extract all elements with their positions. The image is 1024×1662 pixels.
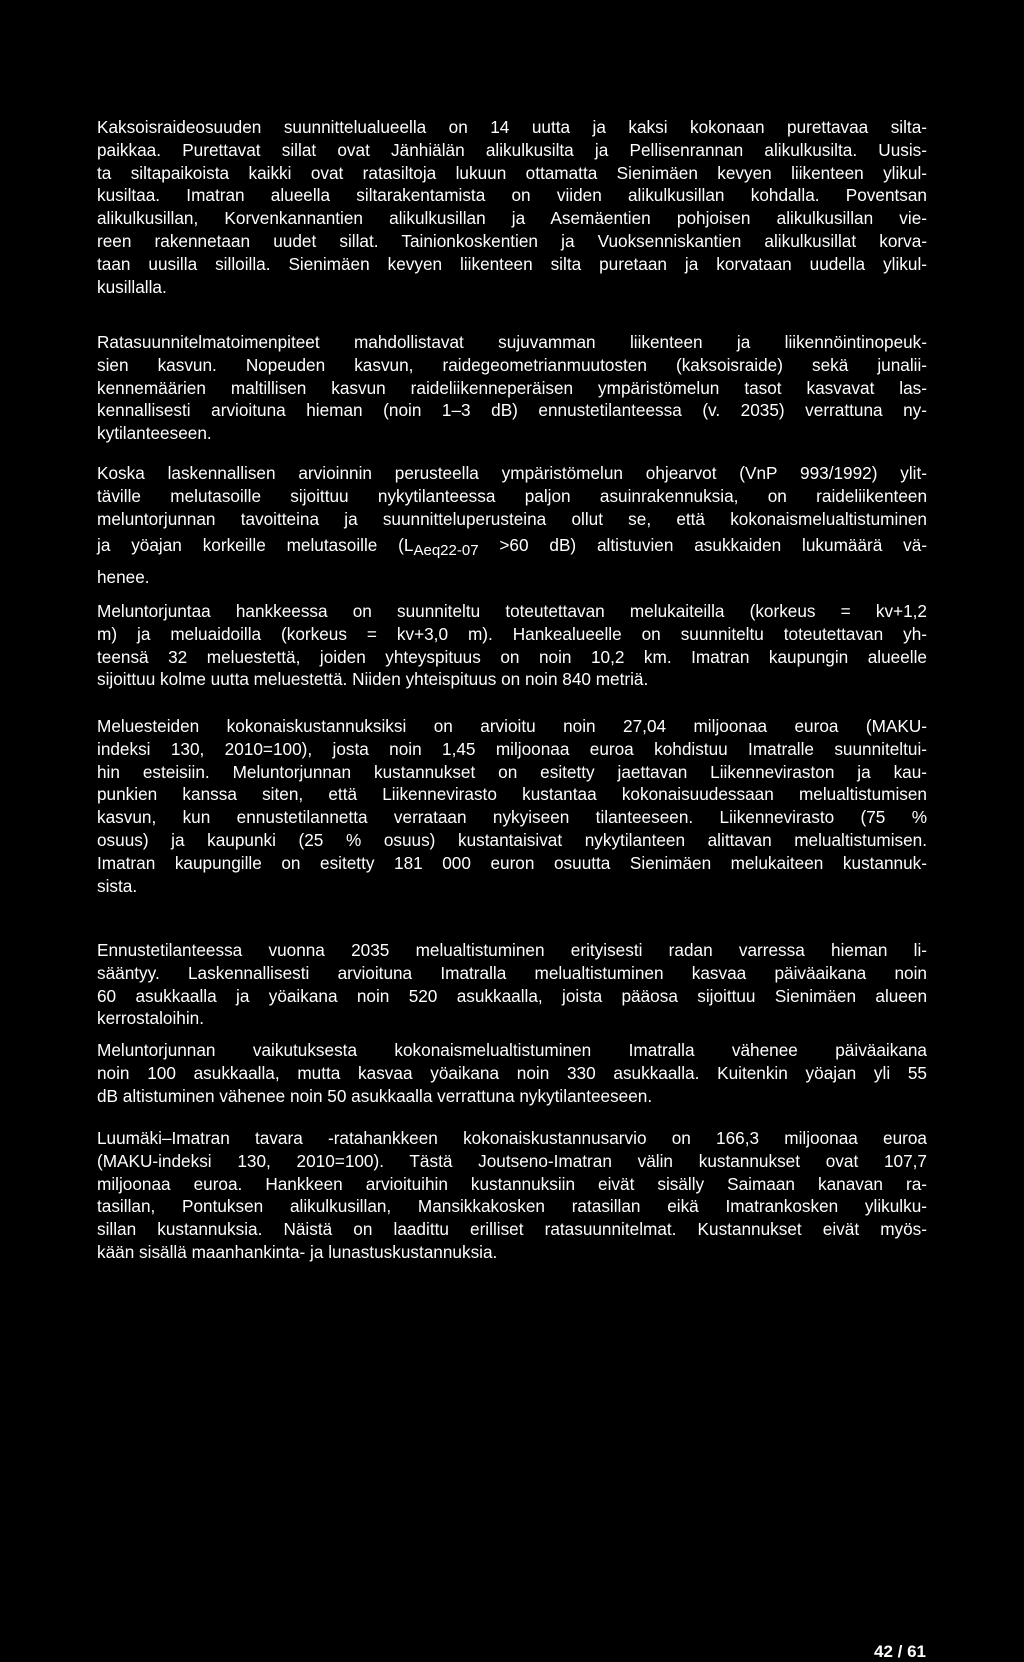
text-line: kään sisällä maanhankinta- ja lunastuskustannuksia. bbox=[97, 1241, 498, 1262]
text-line: sääntyy. Laskennallisesti arvioituna Imatralla melualtistuminen kasvaa päiväaikana noin bbox=[97, 962, 927, 983]
text-line: tasillan, Pontuksen alikulkusillan, Mansikkakosken ratasillan eikä Imatrankosken ylikulku- bbox=[97, 1196, 927, 1217]
text-line: dB altistuminen vähenee noin 50 asukkaalla verrattuna nykytilanteeseen. bbox=[97, 1085, 653, 1106]
paragraph bbox=[97, 331, 927, 445]
text-line: Luumäki–Imatran tavara -ratahankkeen kokonaiskustannusarvio on 166,3 miljoonaa euroa bbox=[97, 1128, 927, 1148]
text-line: kerrostaloihin. bbox=[97, 1008, 204, 1029]
paragraph bbox=[97, 116, 927, 298]
text-line: henee. bbox=[97, 567, 150, 588]
text-line: alikulkusillan, Korvenkannantien alikulkusillan ja Asemäentien pohjoisen alikulkusillan vie- bbox=[97, 208, 927, 229]
text-line: Ratasuunnitelmatoimenpiteet mahdollistavat sujuvamman liikenteen ja liikennöintinopeuk- bbox=[97, 332, 927, 352]
subscript-laeq: Aeq22-07 bbox=[413, 542, 479, 560]
text-line: teensä 32 meluestettä, joiden yhteyspituus on noin 10,2 km. Imatran kaupungin alueelle bbox=[97, 646, 927, 667]
paragraph bbox=[97, 939, 927, 1030]
text-line: Ennustetilanteessa vuonna 2035 melualtistuminen erityisesti radan varressa hieman li- bbox=[97, 940, 927, 960]
text-line: 60 asukkaalla ja yöaikana noin 520 asukkaalla, joista pääosa sijoittuu Sienimäen alueen bbox=[97, 985, 927, 1006]
text-line: sijoittuu kolme uutta meluestettä. Niiden yhteispituus on noin 840 metriä. bbox=[97, 669, 649, 690]
text-line: täville melutasoille sijoittuu nykytilanteessa paljon asuinrakennuksia, on raideliikenteen bbox=[97, 485, 927, 506]
page-number: 42 / 61 bbox=[874, 1642, 926, 1661]
text-line: sien kasvun. Nopeuden kasvun, raidegeometrianmuutosten (kaksoisraide) sekä junalii- bbox=[97, 354, 927, 375]
text-line: Meluntorjunnan vaikutuksesta kokonaismelualtistuminen Imatralla vähenee päiväaikana bbox=[97, 1040, 927, 1060]
text-line: sillan kustannuksia. Näistä on laadittu erilliset ratasuunnitelmat. Kustannukset eivät myös- bbox=[97, 1219, 927, 1240]
text-line: reen rakennetaan uudet sillat. Tainionkoskentien ja Vuoksenniskantien alikulkusillat korva- bbox=[97, 230, 927, 251]
text-line: kennallisesti arvioituna hieman (noin 1–3 dB) ennustetilanteessa (v. 2035) verrattuna ny- bbox=[97, 400, 927, 421]
text-line: kasvun, kun ennustetilannetta verrataan nykyiseen tilanteeseen. Liikennevirasto (75 % bbox=[97, 807, 927, 828]
text-line: miljoonaa euroa. Hankkeen arvioituihin kustannuksiin eivät sisälly Saimaan kanavan ra- bbox=[97, 1173, 927, 1194]
text-line: indeksi 130, 2010=100), josta noin 1,45 miljoonaa euroa kohdistuu Imatralle suunniteltui- bbox=[97, 738, 927, 759]
paragraph bbox=[97, 462, 927, 589]
formula-line-end: >60 dB) altistuvien asukkaiden lukumäärä vä- bbox=[478, 535, 927, 556]
text-line: kennemäärien maltillisen kasvun raideliikenneperäisen ympäristömelun tasot kasvavat las- bbox=[97, 377, 927, 398]
text-line: osuus) ja kaupunki (25 % osuus) kustantaisivat nykytilanteen alittavan melualtistumisen. bbox=[97, 829, 927, 850]
text-line: Kaksoisraideosuuden suunnittelualueella on 14 uutta ja kaksi kokonaan purettavaa silta- bbox=[97, 117, 927, 137]
text-line: taan uusilla silloilla. Sienimäen kevyen liikenteen silta puretaan ja korvataan uudella ylikul- bbox=[97, 253, 927, 274]
text-line: kytilanteeseen. bbox=[97, 423, 212, 444]
text-line: paikkaa. Purettavat sillat ovat Jänhiälän alikulkusilta ja Pellisenrannan alikulkusilta. Uusis- bbox=[97, 139, 927, 160]
text-line: punkien kanssa siten, että Liikennevirasto kustantaa kokonaisuudessaan melualtistumisen bbox=[97, 784, 927, 805]
text-line: Imatran kaupungille on esitetty 181 000 euron osuutta Sienimäen melukaiteen kustannuk- bbox=[97, 852, 927, 873]
formula-line-start: ja yöajan korkeille melutasoille (L bbox=[97, 535, 414, 556]
paragraph bbox=[97, 600, 927, 691]
paragraph bbox=[97, 1039, 927, 1107]
paragraph bbox=[97, 1127, 927, 1264]
formula-line bbox=[97, 530, 927, 562]
text-line: hin esteisiin. Meluntorjunnan kustannukset on esitetty jaettavan Liikenneviraston ja kau- bbox=[97, 761, 927, 782]
text-line: Meluntorjuntaa hankkeessa on suunniteltu toteutettavan melukaiteilla (korkeus = kv+1,2 bbox=[97, 601, 927, 621]
paragraph bbox=[97, 715, 927, 897]
text-line: ta siltapaikoista kaikki ovat ratasiltoja lukuun ottamatta Sienimäen kevyen liikenteen ylikul- bbox=[97, 162, 927, 183]
text-line: (MAKU-indeksi 130, 2010=100). Tästä Joutseno-Imatran välin kustannukset ovat 107,7 bbox=[97, 1150, 927, 1171]
text-line: meluntorjunnan tavoitteina ja suunnitteluperusteina ollut se, että kokonaismelualtistuminen bbox=[97, 508, 927, 529]
text-line: kusiltaa. Imatran alueella siltarakentamista on viiden alikulkusillan kohdalla. Poventsan bbox=[97, 185, 927, 206]
text-line: Meluesteiden kokonaiskustannuksiksi on arvioitu noin 27,04 miljoonaa euroa (MAKU- bbox=[97, 716, 927, 736]
text-line: Koska laskennallisen arvioinnin perusteella ympäristömelun ohjearvot (VnP 993/1992) ylit- bbox=[97, 463, 927, 483]
text-line: sista. bbox=[97, 875, 138, 896]
text-line: m) ja meluaidoilla (korkeus = kv+3,0 m). Hankealueelle on suunniteltu toteutettavan yh- bbox=[97, 623, 927, 644]
text-line: kusillalla. bbox=[97, 276, 167, 297]
text-line: noin 100 asukkaalla, mutta kasvaa yöaikana noin 330 asukkaalla. Kuitenkin yöajan yli 55 bbox=[97, 1062, 927, 1083]
